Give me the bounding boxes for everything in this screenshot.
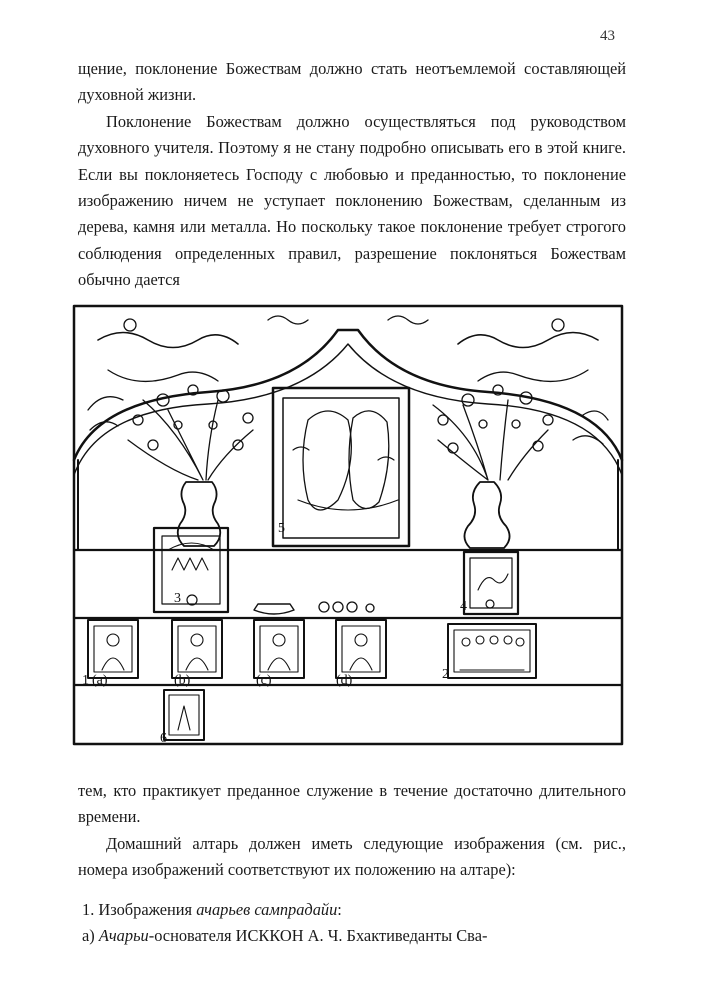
list-item-a-prefix: а) bbox=[82, 926, 99, 946]
label-d: (d) bbox=[336, 673, 353, 688]
list-item-a-suffix: -основателя ИСККОН А. Ч. Бхактиведанты Сва- bbox=[148, 926, 488, 946]
label-5: 5 bbox=[278, 521, 285, 536]
home-altar-illustration bbox=[68, 300, 628, 750]
label-a: (a) bbox=[92, 673, 108, 688]
bottom-text-block bbox=[78, 778, 626, 949]
label-2: 2 bbox=[442, 667, 449, 682]
list-item-1 bbox=[78, 897, 626, 923]
list-item-1-prefix: 1. Изображения bbox=[82, 899, 197, 919]
list-item-1-suffix: : bbox=[337, 899, 342, 919]
altar-drawing bbox=[68, 300, 628, 750]
list-item-a-italic: Ачарьи bbox=[98, 926, 149, 946]
page-number: 43 bbox=[600, 28, 615, 44]
label-c: (c) bbox=[256, 673, 272, 688]
list-item-1-italic: ачарьев сампрадайи bbox=[196, 899, 338, 919]
top-text-block bbox=[78, 56, 626, 294]
paragraph-practitioners: тем, кто практикует преданное служение в течение достаточно длительного времени. bbox=[78, 781, 626, 827]
label-3: 3 bbox=[174, 591, 181, 606]
paragraph-continued: щение, поклонение Божествам должно стать неотъемлемой составляющей духовной жизни. bbox=[78, 59, 626, 105]
paragraph-home-altar: Домашний алтарь должен иметь следующие изображения (см. рис., номера изображений соответствуют их положению на алтаре): bbox=[78, 833, 626, 880]
paragraph-deity-worship: Поклонение Божествам должно осуществляться под руководством духовного учителя. Поэтому я не стану подробно описывать его в этой книге. Если вы поклоняетесь Господу с любовью и преданностью, то поклонение изображению ничем не уступает поклонению Божествам, сделанным из дерева, камня или металла. Но поскольку такое поклонение требует строгого соблюдения определенных правил, разрешение поклоняться Божествам обычно дается bbox=[78, 111, 626, 290]
label-6: 6 bbox=[160, 731, 167, 746]
label-1: 1 bbox=[82, 673, 89, 688]
label-4: 4 bbox=[460, 599, 467, 614]
list-item-a bbox=[78, 923, 626, 949]
label-b: (b) bbox=[174, 673, 191, 688]
